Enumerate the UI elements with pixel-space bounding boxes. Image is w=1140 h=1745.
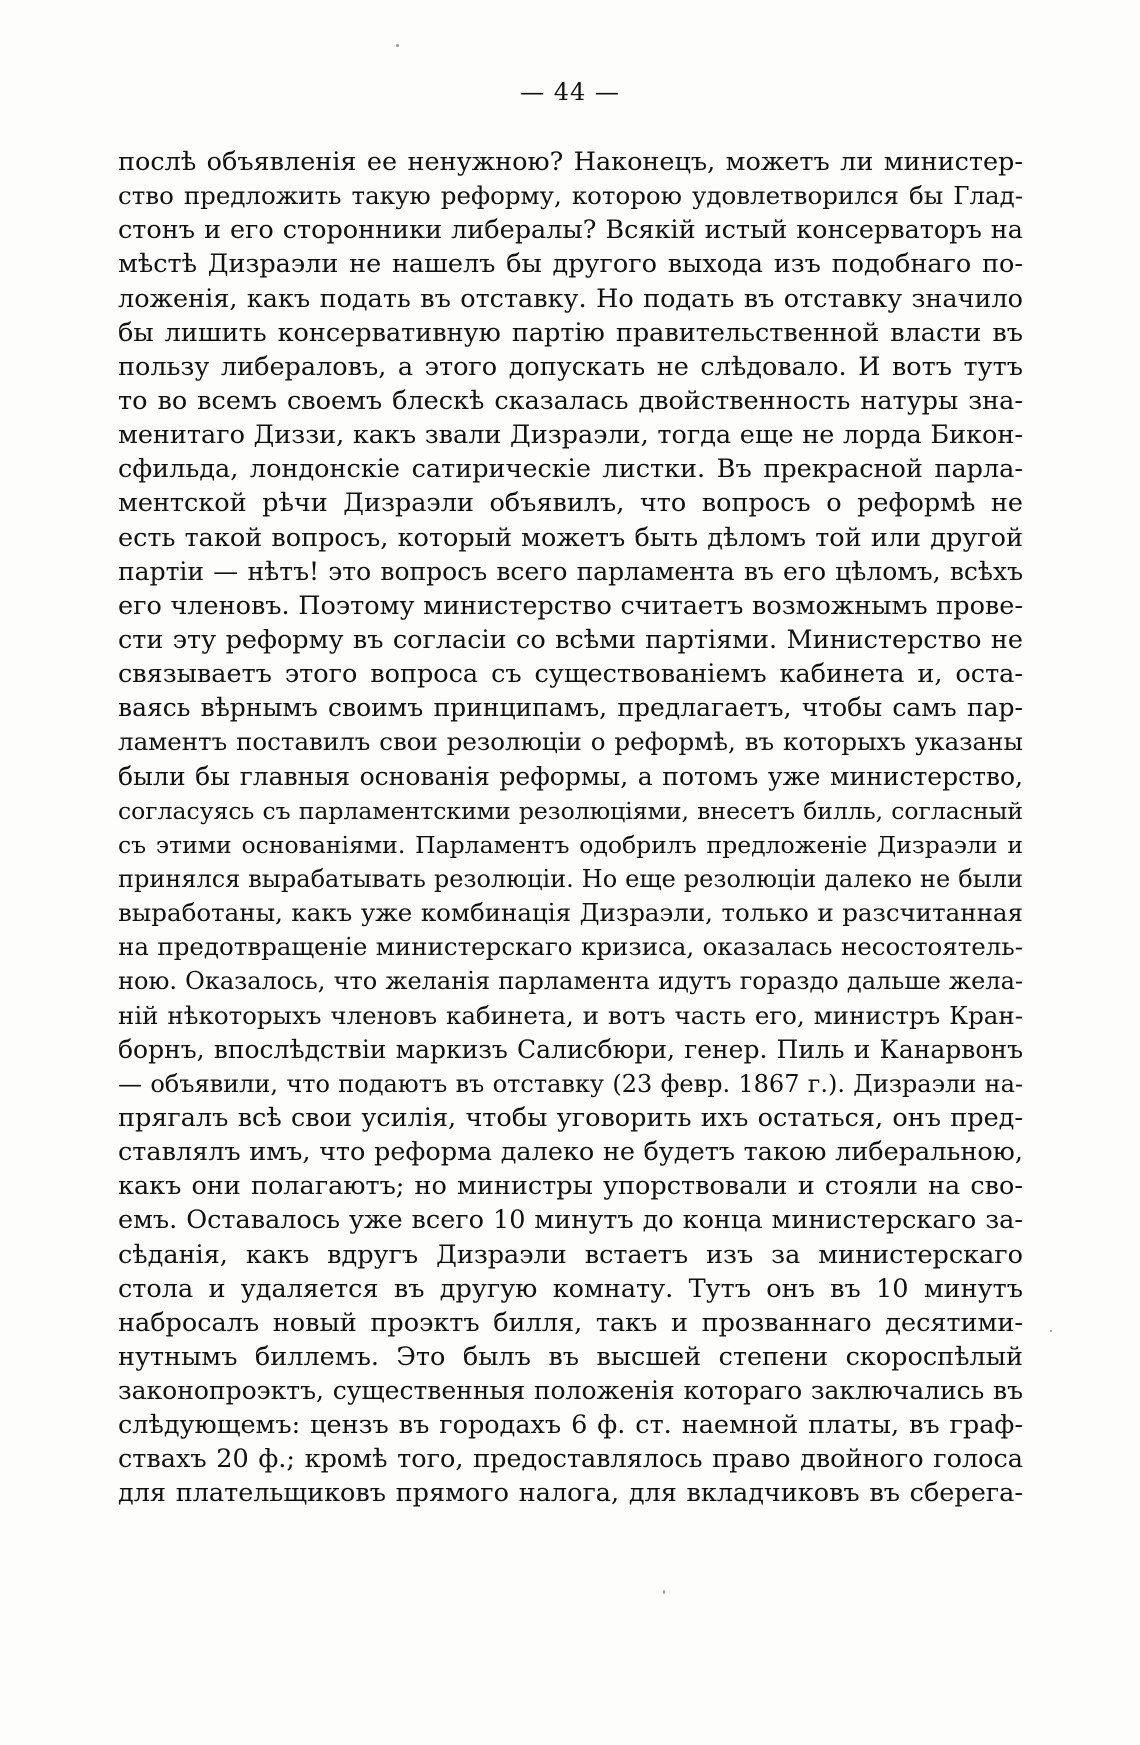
text-line: нутнымъ биллемъ. Это былъ въ высшей степени скороспѣлый xyxy=(118,1341,1023,1372)
scan-speck xyxy=(396,44,399,47)
text-line: ній нѣкоторыхъ членовъ кабинета, и вотъ часть его, министръ Кран- xyxy=(118,1000,1023,1030)
page-number: — 44 — xyxy=(520,78,620,106)
body-text xyxy=(118,145,1023,1511)
text-line: ство предложить такую реформу, которою удовлетворился бы Глад- xyxy=(118,181,1023,211)
text-line: емъ. Оставалось уже всего 10 минутъ до конца министерскаго за- xyxy=(118,1205,1023,1236)
text-line: сфильда, лондонскіе сатирическіе листки. Въ прекрасной парла- xyxy=(118,454,1023,485)
text-line: — объявили, что подаютъ въ отставку (23 февр. 1867 г.). Дизраэли на- xyxy=(118,1069,1023,1098)
text-line: ваясь вѣрнымъ своимъ принципамъ, предлагаетъ, чтобы самъ пар- xyxy=(118,693,1023,723)
text-line: ментской рѣчи Дизраэли объявилъ, что вопросъ о реформѣ не xyxy=(118,488,1023,519)
text-line: были бы главныя основанія реформы, а потомъ уже министерство, xyxy=(118,761,1023,791)
text-line: выработаны, какъ уже комбинація Дизраэли, только и разсчитанная xyxy=(118,898,1023,928)
text-line: ставлялъ имъ, что реформа далеко не будетъ такою либеральною, xyxy=(118,1137,1023,1168)
text-line: пользу либераловъ, а этого допускать не слѣдовало. И вотъ тутъ xyxy=(118,351,1023,382)
text-line: слѣдующемъ: цензъ въ городахъ 6 ф. ст. наемной платы, въ граф- xyxy=(118,1410,1023,1441)
scan-speck xyxy=(1050,1330,1052,1332)
text-line: ламентъ поставилъ свои резолюціи о реформѣ, въ которыхъ указаны xyxy=(118,727,1023,757)
text-line: сѣданія, какъ вдругъ Дизраэли встаетъ изъ за министерскаго xyxy=(118,1239,1023,1270)
text-line: ною. Оказалось, что желанія парламента идутъ гораздо дальше жела- xyxy=(118,967,1023,996)
text-line: его членовъ. Поэтому министерство считаетъ возможнымъ прове- xyxy=(118,590,1023,621)
text-line: связываетъ этого вопроса съ существованіемъ кабинета и, оста- xyxy=(118,659,1023,690)
text-line: для плательщиковъ прямого налога, для вкладчиковъ въ сберега- xyxy=(118,1478,1023,1509)
text-line: на предотвращеніе министерскаго кризиса, оказалась несостоятель- xyxy=(118,932,1023,962)
text-line: есть такой вопросъ, который можетъ быть дѣломъ той или другой xyxy=(118,522,1023,553)
text-line: прягалъ всѣ свои усилія, чтобы уговорить ихъ остаться, онъ пред- xyxy=(118,1102,1023,1133)
text-line: набросалъ новый проэктъ билля, такъ и прозваннаго десятими- xyxy=(118,1307,1023,1338)
text-line: законопроэктъ, существенныя положенія котораго заключались въ xyxy=(118,1376,1023,1406)
text-line: ложенія, какъ подать въ отставку. Но подать въ отставку значило xyxy=(118,283,1023,314)
text-line: менитаго Диззи, какъ звали Дизраэли, тогда еще не лорда Бикон- xyxy=(118,420,1023,451)
text-line: то во всемъ своемъ блескѣ сказалась двойственность натуры зна- xyxy=(118,385,1023,416)
text-line: борнъ, впослѣдствіи маркизъ Салисбюри, генер. Пиль и Канарвонъ xyxy=(118,1034,1023,1064)
text-line: принялся вырабатывать резолюціи. Но еще резолюціи далеко не были xyxy=(118,864,1023,893)
scan-speck xyxy=(663,1590,665,1594)
text-line: ствахъ 20 ф.; кромѣ того, предоставлялось право двойного голоса xyxy=(118,1444,1023,1475)
text-line: согласуясь съ парламентскими резолюціями, внесетъ билль, согласный xyxy=(118,796,1023,825)
text-line: послѣ объявленія ее ненужною? Наконецъ, можетъ ли министер- xyxy=(118,147,1023,177)
text-line: сти эту реформу въ согласіи со всѣми партіями. Министерство не xyxy=(118,624,1023,655)
text-line: стола и удаляется въ другую комнату. Тутъ онъ въ 10 минутъ xyxy=(118,1273,1023,1304)
text-line: бы лишить консервативную партію правительственной власти въ xyxy=(118,317,1023,348)
text-line: партіи — нѣтъ! это вопросъ всего парламента въ его цѣломъ, всѣхъ xyxy=(118,556,1023,586)
text-line: стонъ и его сторонники либералы? Всякій истый консерваторъ на xyxy=(118,215,1023,246)
text-line: мѣстѣ Дизраэли не нашелъ бы другого выхода изъ подобнаго по- xyxy=(118,249,1023,280)
text-line: съ этими основаніями. Парламентъ одобрилъ предложеніе Дизраэли и xyxy=(118,830,1023,859)
text-line: какъ они полагаютъ; но министры упорствовали и стояли на сво- xyxy=(118,1171,1023,1202)
